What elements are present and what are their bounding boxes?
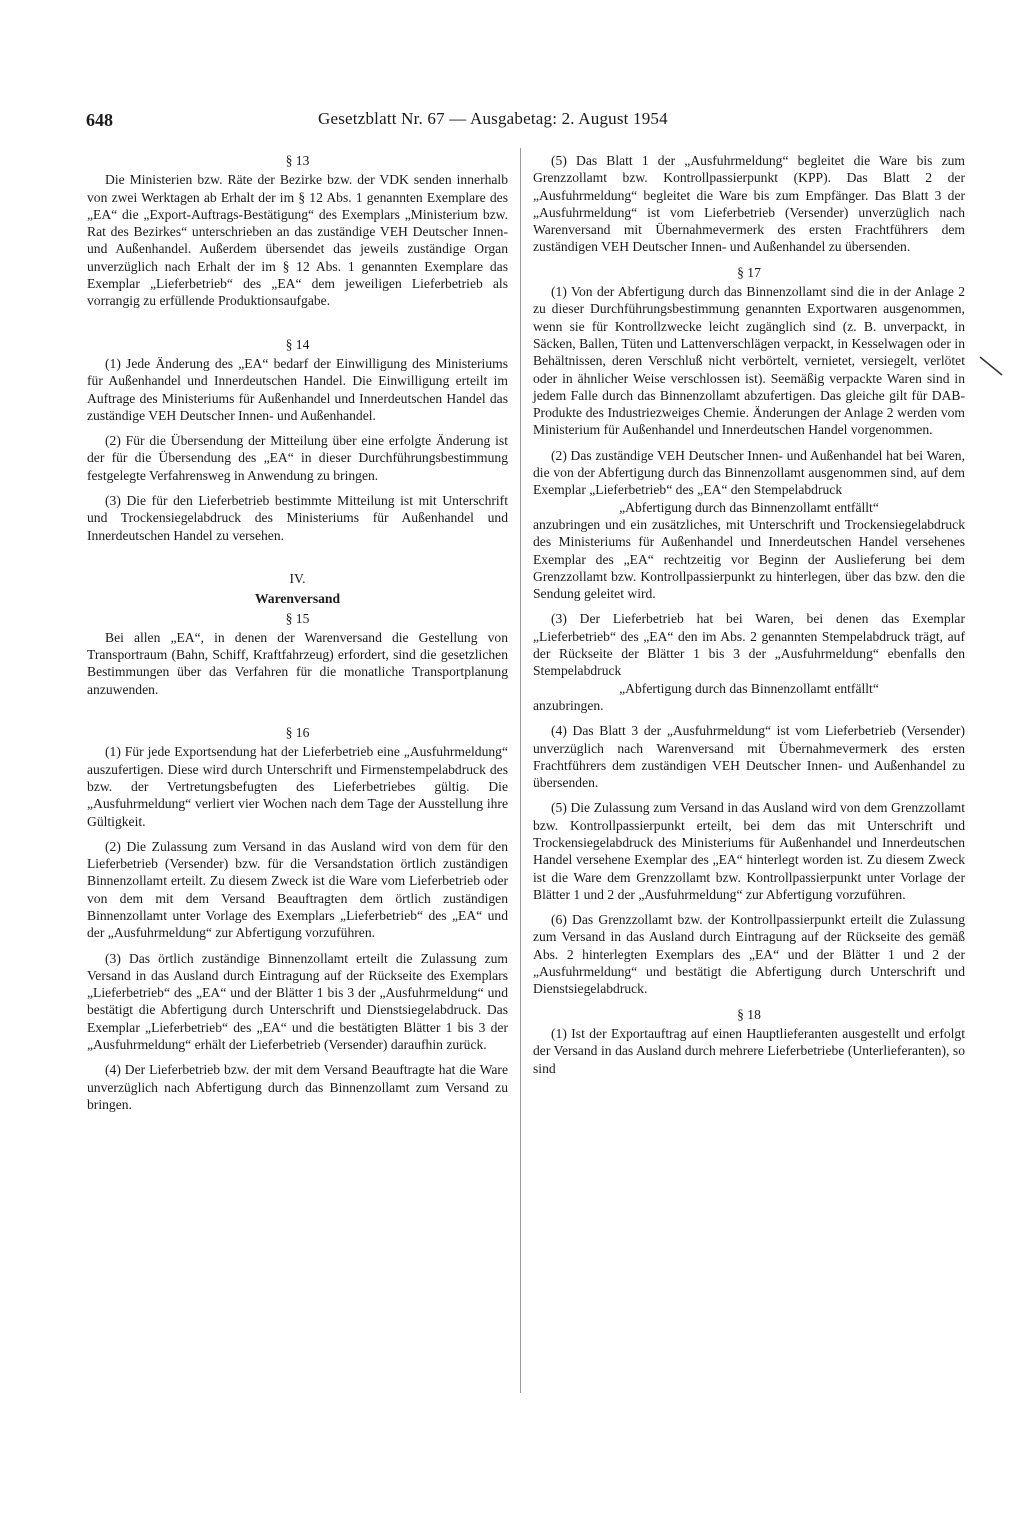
page-number: 648: [86, 110, 113, 130]
section-15-heading: § 15: [285, 610, 310, 626]
section-17-paragraph-6: (6) Das Grenzzollamt bzw. der Kontrollpassierpunkt erteilt die Zulassung zum Versand in das Ausland durch Eintragung auf der Rückseite des gemäß Abs. 2 hinterlegten Exemplars des „EA“ und der Blätter 1 und 2 der „Ausfuhrmeldung“ und bestätigt die Abfertigung durch Unterschrift und Dienstsiegelabdruck.: [533, 912, 965, 997]
section-16-heading: § 16: [285, 725, 310, 741]
section-17-paragraph-1: (1) Von der Abfertigung durch das Binnenzollamt sind die in der Anlage 2 zu dieser Durchführungsbestimmung genannten Exportwaren ausgenommen, wenn sie für Kontrollzwecke leicht zugänglich sind (z. B. unverpackt, in Säcken, Ballen, Tüten und Lattenverschlägen verpackt, in Kesselwagen oder in Behältnissen, deren Verschluß nicht verbörtelt, vernietet, versiegelt, verlötet oder in ähnlicher Weise verschlossen ist). Seemäßig verpackte Waren sind in jedem Falle durch das Binnenzollamt abzufertigen. Das gleiche gilt für DAB-Produkte des Industriezweiges Chemie. Änderungen der Anlage 2 werden vom Ministerium für Außenhandel und Innerdeutschen Handel vorgenommen.: [533, 284, 965, 438]
section-14-paragraph-1: (1) Jede Änderung des „EA“ bedarf der Einwilligung des Ministeriums für Außenhandel und Innerdeutschen Handel. Die Einwilligung erteilt im Auftrage des Ministeriums für Außenhandel und Innerdeutschen Handel das zuständige VEH Deutscher Innen- und Außenhandel.: [87, 355, 508, 423]
section-13-heading: § 13: [285, 153, 310, 168]
section-14-heading: § 14: [285, 336, 310, 352]
left-column: [87, 152, 508, 1391]
chapter-title: Warenversand: [254, 591, 341, 607]
section-16-paragraph-2: (2) Die Zulassung zum Versand in das Ausland wird von dem für den Lieferbetrieb (Versender) bzw. für die Versandstation örtlich zuständigen Binnenzollamt erteilt. Zu diesem Zweck ist die Ware vom Lieferbetrieb oder von dem mit dem Versand Beauftragten dem örtlich zuständigen Binnenzollamt unter Vorlage des Exemplars „Lieferbetrieb“ des „EA“ und der „Ausfuhrmeldung“ zur Abfertigung vorzuführen.: [87, 838, 508, 941]
section-17-paragraph-2: (2) Das zuständige VEH Deutscher Innen- und Außenhandel hat bei Waren, die von der Abfertigung durch das Binnenzollamt ausgenommen sind, auf dem Exemplar „Lieferbetrieb“ des „EA“ den Stempelabdruck: [533, 447, 965, 498]
section-16-paragraph-4: (4) Der Lieferbetrieb bzw. der mit dem Versand Beauftragte hat die Ware unverzüglich nach Abfertigung durch das Binnenzollamt zum Versand zu bringen.: [87, 1062, 508, 1112]
section-17-paragraph-3-continued: anzubringen.: [533, 697, 604, 713]
margin-pencil-mark: [978, 355, 1006, 377]
column-divider: [520, 148, 521, 1393]
section-16-paragraph-3: (3) Das örtlich zuständige Binnenzollamt erteilt die Zulassung zum Versand in das Ausland durch Eintragung auf der Rückseite des Exemplars „Lieferbetrieb“ des „EA“ und der Blätter 1 bis 3 der „Ausfuhrmeldung“ und bestätigt die Abfertigung durch Unterschrift und Dienstsiegelabdruck. Das Exemplar „Lieferbetrieb“ des „EA“ und die bestätigten Blätter 1 bis 3 der „Ausfuhrmeldung“ erhält der Lieferbetrieb (Versender) daraufhin zurück.: [87, 950, 508, 1053]
section-17-paragraph-2-continued: anzubringen und ein zusätzliches, mit Unterschrift und Trockensiegelabdruck des Ministeriums für Außenhandel und Innerdeutschen Handel versehenes Exemplar des „EA“ rechtzeitig vor Beginn der Auslieferung bei dem Grenzzollamt bzw. Kontrollpassierpunkt zu hinterlegen, über das bzw. den die Sendung geleitet wird.: [533, 516, 965, 602]
section-18-heading: § 18: [737, 1006, 761, 1022]
section-13-paragraph: Die Ministerien bzw. Räte der Bezirke bzw. der VDK senden innerhalb von zwei Werktagen ab Erhalt der im § 12 Abs. 1 genannten Exemplare des „EA“ die „Export-Auftrags-Bestätigung“ des Exemplars „Ministerium bzw. Rat des Bezirkes“ unterschrieben an das zuständige VEH Deutscher Innen- und Außenhandel. Außerdem übersendet das jeweils zuständige Organ unverzüglich nach Erhalt der im § 12 Abs. 1 genannten Exemplare das Exemplar „Lieferbetrieb“ des „EA“ dem jeweiligen Lieferbetrieb als vorrangig zu erfüllende Produktionsaufgabe.: [87, 172, 508, 309]
chapter-number: IV.: [289, 570, 306, 586]
page-header: [0, 110, 1024, 134]
section-14-paragraph-2: (2) Für die Übersendung der Mitteilung über eine erfolgte Änderung ist der für die Übersendung des „EA“ in dieser Durchführungsbestimmung festgelegte Verfahrensweg in Anwendung zu bringen.: [87, 433, 508, 483]
section-17-paragraph-4: (4) Das Blatt 3 der „Ausfuhrmeldung“ ist vom Lieferbetrieb (Versender) unverzüglich nach Warenversand mit Übernahmevermerk des ersten Frachtführers dem zuständigen VEH Deutscher Innen- und Außenhandel zu übersenden.: [533, 723, 965, 791]
section-17-paragraph-5: (5) Die Zulassung zum Versand in das Ausland wird von dem Grenzzollamt bzw. Kontrollpassierpunkt erteilt, bei dem das mit Unterschrift und Trockensiegelabdruck des Ministeriums für Außenhandel und Innerdeutschen Handel versehene Exemplar des „EA“ hinterlegt worden ist. Zu diesem Zweck ist die Ware dem Grenzzollamt bzw. Kontrollpassierpunkt unter Vorlage der Blätter 1 und 2 der „Ausfuhrmeldung“ zur Abfertigung vorzuführen.: [533, 800, 965, 902]
stamp-text-quote-1: „Abfertigung durch das Binnenzollamt entfällt“: [619, 499, 879, 515]
section-16-paragraph-5: (5) Das Blatt 1 der „Ausfuhrmeldung“ begleitet die Ware bis zum Grenzzollamt bzw. Kontrollpassierpunkt (KPP). Das Blatt 2 der „Ausfuhrmeldung“ begleitet die Ware bis zum Empfänger. Das Blatt 3 der „Ausfuhrmeldung“ ist vom Lieferbetrieb (Versender) unverzüglich nach Warenversand mit Übernahmevermerk des ersten Frachtführers dem zuständigen VEH Deutscher Innen- und Außenhandel zu übersenden.: [533, 153, 965, 255]
section-16-paragraph-1: (1) Für jede Exportsendung hat der Lieferbetrieb eine „Ausfuhrmeldung“ auszufertigen. Diese wird durch Unterschrift und Firmenstempelabdruck des bzw. der Vertretungsbefugten des Lieferbetriebes gültig. Die „Ausfuhrmeldung“ verliert vier Wochen nach dem Tage der Ausstellung ihre Gültigkeit.: [87, 744, 508, 829]
section-14-paragraph-3: (3) Die für den Lieferbetrieb bestimmte Mitteilung ist mit Unterschrift und Trockensiegelabdruck des Ministeriums für Außenhandel und Innerdeutschen Handel zu versehen.: [87, 493, 508, 543]
right-column: [533, 152, 965, 1391]
section-15-paragraph: Bei allen „EA“, in denen der Warenversand die Gestellung von Transportraum (Bahn, Schiff, Kraftfahrzeug) erfordert, sind die gesetzlichen Bestimmungen über das Verfahren für die monatliche Transportplanung anzuwenden.: [87, 629, 508, 697]
section-18-paragraph-1: (1) Ist der Exportauftrag auf einen Hauptlieferanten ausgestellt und erfolgt der Versand in das Ausland durch mehrere Lieferbetriebe (Unterlieferanten), so sind: [533, 1025, 965, 1076]
section-17-paragraph-3: (3) Der Lieferbetrieb hat bei Waren, bei denen das Exemplar „Lieferbetrieb“ des „EA“ den im Abs. 2 genannten Stempelabdruck trägt, auf der Rückseite der Blätter 1 bis 3 der „Ausfuhrmeldung“ ebenfalls den Stempelabdruck: [533, 611, 965, 679]
section-17-heading: § 17: [737, 264, 761, 280]
gazette-header-title: Gesetzblatt Nr. 67 — Ausgabetag: 2. August 1954: [318, 109, 668, 128]
stamp-text-quote-2: „Abfertigung durch das Binnenzollamt entfällt“: [619, 680, 879, 696]
